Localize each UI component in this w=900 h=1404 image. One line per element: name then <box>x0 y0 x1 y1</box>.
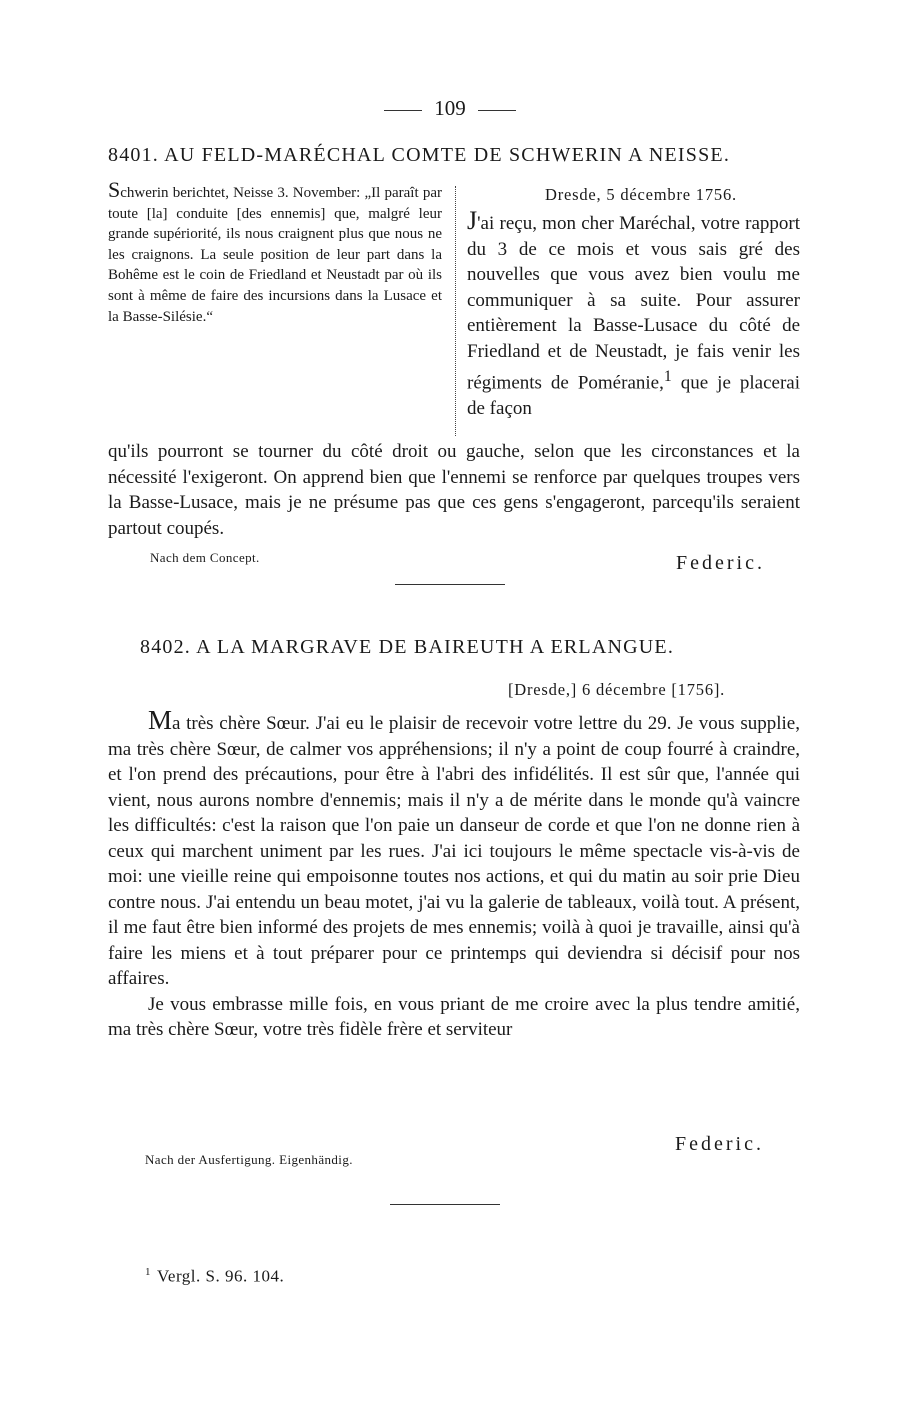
footnote-reference: 1 <box>663 368 672 385</box>
letter-8401-heading: 8401. AU FELD-MARÉCHAL COMTE DE SCHWERIN A NEISSE. <box>108 144 731 166</box>
column-divider <box>455 186 456 436</box>
footnote <box>145 1266 284 1287</box>
letter-8401-body-continued: qu'ils pourront se tourner du côté droit ou gauche, selon que les circonstances et la nécessité l'exigeront. On apprend bien que l'ennemi se renforce par quelques troupes vers la Basse-Lusace, mais je ne présume pas que ces gens s'engageront, parcequ'ils seraient partout coupés. <box>108 441 800 539</box>
letter-8402-source: Nach der Ausfertigung. Eigenhändig. <box>145 1152 353 1167</box>
letter-8402-paragraph-1 <box>108 705 800 992</box>
footnote-marker: 1 <box>145 1266 151 1278</box>
page-number-text: 109 <box>434 96 466 120</box>
letter-8401-signature: Federic. <box>676 552 765 574</box>
footnote-text: Vergl. S. 96. 104. <box>157 1266 285 1286</box>
paragraph-1-text: a très chère Sœur. J'ai eu le plaisir de recevoir votre lettre du 29. Je vous supplie, ma très chère Sœur, de calmer vos appréhensions; il n'y a point de coup fourré à craindre, et l'on prend des précautions, pour être à l'abri des infidélités. Il est sûr que, l'année qui vient, nous aurons nombre d'ennemis; mais il n'y a de mérite dans le monde qu'à vaincre les difficultés: c'est la raison que l'on paie un danseur de corde et que l'on ne donne rien à ceux qui marchent uniment par les rues. J'ai ici toujours le même spectacle vis-à-vis de moi: une vieille reine qui empoisonne toutes nos actions, et qui du matin au soir prie Dieu contre nous. J'ai entendu un beau motet, j'ai vu la galerie de tableaux, voilà tout. A présent, il me faut être bien informé des projets de mes ennemis; voilà à quoi je travaille, ainsi qu'à faire les miens et à tout préparer pour ce printemps qui deviendra si décisif pour nos affaires. <box>108 713 800 989</box>
paragraph-initial: M <box>148 705 173 735</box>
body-right-end: que je placerai de façon <box>467 372 800 419</box>
body-right-text: 'ai reçu, mon cher Maréchal, votre rapport du 3 de ce mois et vous sais gré des nouvelles que vous avez bien voulu me communiquer à sa suite. Pour assurer entièrement la Basse-Lusace du côté de Friedland et de Neustadt, je fais venir les régiments de Poméranie, <box>467 213 800 394</box>
separator-rule <box>390 1204 500 1205</box>
letter-8402-heading: 8402. A LA MARGRAVE DE BAIREUTH A ERLANGUE. <box>140 636 675 658</box>
letter-8402-signature: Federic. <box>675 1133 764 1155</box>
body-initial: J <box>467 206 478 235</box>
right-dash <box>478 110 516 111</box>
letter-8402-body <box>108 705 800 1043</box>
letter-8402-date: [Dresde,] 6 décembre [1756]. <box>508 680 726 699</box>
letter-8401-date: Dresde, 5 décembre 1756. <box>545 185 737 204</box>
letter-8401-summary <box>108 177 442 327</box>
letter-8401-source: Nach dem Concept. <box>150 550 260 565</box>
separator-rule <box>395 584 505 585</box>
letter-8401-body-right <box>467 208 800 421</box>
left-dash <box>384 110 422 111</box>
summary-text: chwerin berichtet, Neisse 3. November: „Il paraît par toute [la] conduite [des ennemis] que, malgré leur grande supériorité, ils nous craignent plus que nous ne les craignons. La seule position de leur part dans la Bohême est le coin de Friedland et Neustadt par où ils sont à même de faire des incursions dans la Lusace et la Basse-Silésie.“ <box>108 185 442 325</box>
page-number <box>0 96 900 121</box>
letter-8402-paragraph-2: Je vous embrasse mille fois, en vous priant de me croire avec la plus tendre amitié, ma très chère Sœur, votre très fidèle frère et serviteur <box>108 993 800 1040</box>
summary-initial: S <box>108 177 121 202</box>
